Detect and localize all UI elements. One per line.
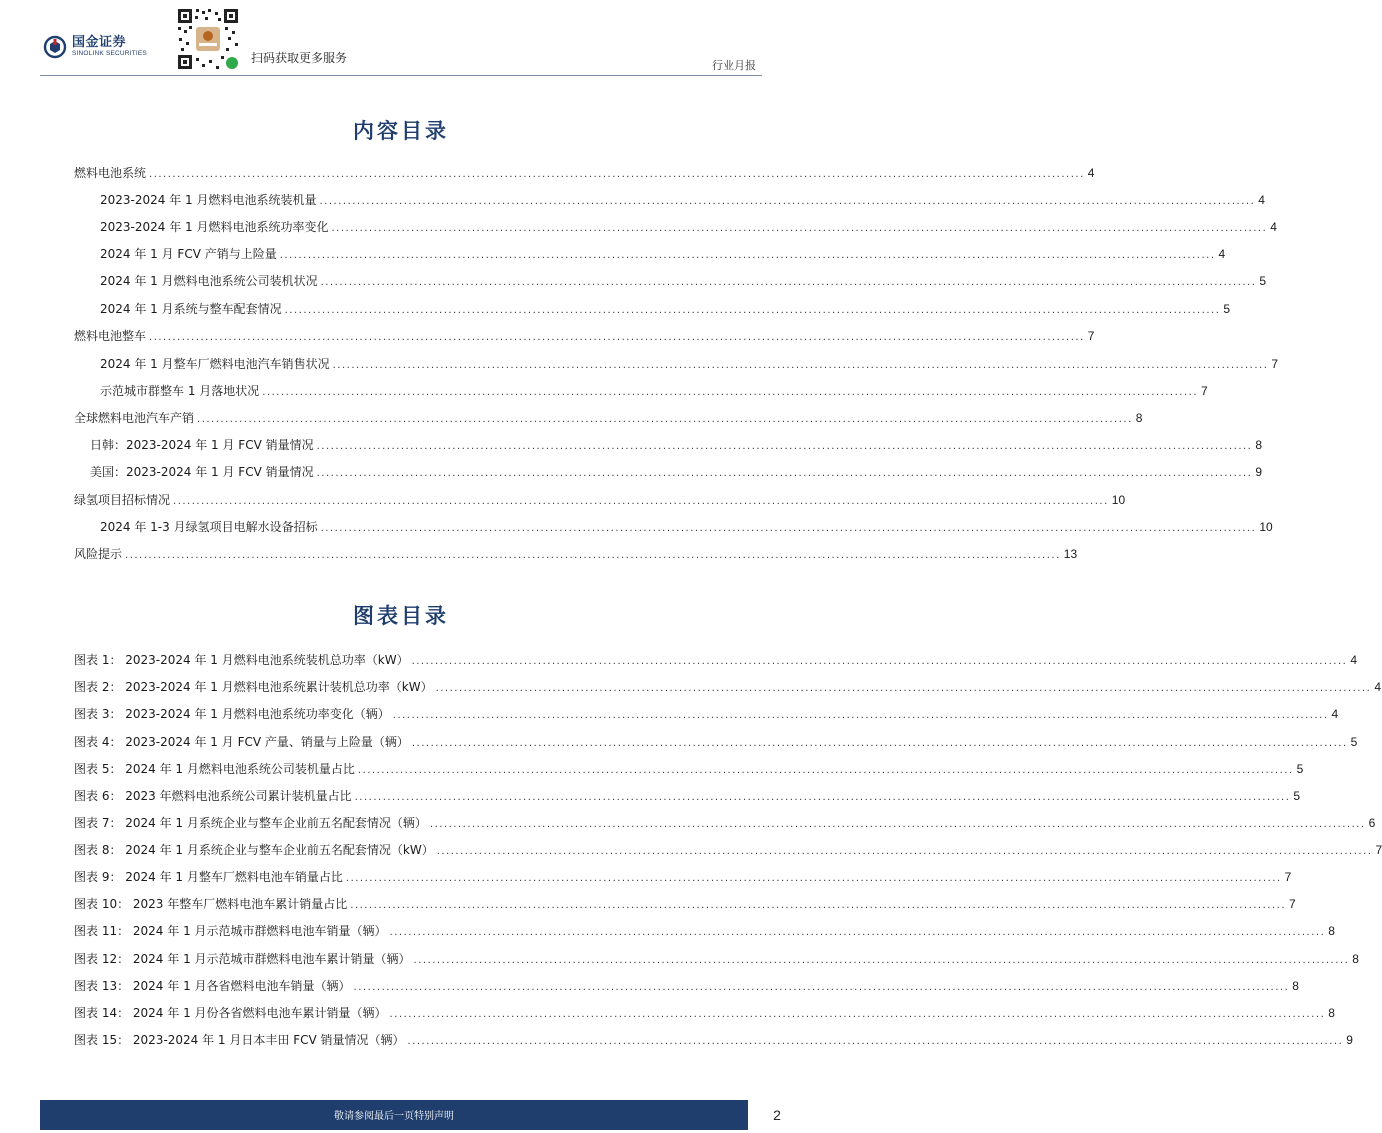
figure-entry-text: 图表 2： 2023-2024 年 1 月燃料电池系统累计装机总功率（kW）	[74, 680, 433, 694]
leader-dots: ........................................................................................................................................................................................................	[316, 468, 1253, 479]
toc-entry-text: 2023-2024 年 1 月燃料电池系统装机量	[100, 193, 317, 207]
qr-caption: 扫码获取更多服务	[251, 51, 348, 65]
figure-entry-text: 图表 9： 2024 年 1 月整车厂燃料电池车销量占比	[74, 870, 343, 884]
figure-entry-text: 图表 14： 2024 年 1 月份各省燃料电池车累计销量（辆）	[74, 1006, 387, 1020]
toc-page-number: 4	[1087, 166, 1095, 180]
toc-page-number: 7	[1087, 329, 1095, 343]
figure-entry[interactable]	[74, 1031, 1353, 1049]
figure-page-number: 8	[1328, 1006, 1335, 1020]
toc-entry[interactable]	[100, 245, 1226, 263]
leader-dots: ........................................................................................................................................................................................................	[284, 305, 1221, 316]
figure-entry[interactable]	[74, 760, 1304, 778]
leader-dots: ........................................................................................................................................................................................................	[262, 387, 1199, 398]
leader-dots: ........................................................................................................................................................................................................	[197, 414, 1133, 425]
toc-entry[interactable]	[100, 355, 1279, 373]
leader-dots: ........................................................................................................................................................................................................	[173, 496, 1109, 507]
toc-entry-text: 日韩：2023-2024 年 1 月 FCV 销量情况	[90, 438, 314, 452]
toc-page-number: 8	[1135, 411, 1143, 425]
page-number: 2	[773, 1107, 781, 1123]
figure-entry[interactable]	[74, 733, 1358, 751]
leader-dots: ........................................................................................................................................................................................................	[436, 846, 1373, 857]
leader-dots: ........................................................................................................................................................................................................	[411, 656, 1348, 667]
toc-entry[interactable]	[100, 382, 1208, 400]
leader-dots: ........................................................................................................................................................................................................	[350, 900, 1287, 911]
toc-page-number: 5	[1259, 274, 1267, 288]
toc-page-number: 10	[1259, 520, 1273, 534]
figure-page-number: 7	[1289, 897, 1296, 911]
figure-entry[interactable]	[74, 841, 1382, 859]
figure-entry-text: 图表 10： 2023 年整车厂燃料电池车累计销量占比	[74, 897, 348, 911]
figure-entry[interactable]	[74, 977, 1299, 995]
toc-entry[interactable]	[74, 545, 1078, 563]
figure-page-number: 4	[1331, 707, 1339, 721]
figure-entry-text: 图表 6： 2023 年燃料电池系统公司累计装机量占比	[74, 789, 352, 803]
figure-page-number: 8	[1292, 979, 1299, 993]
header-divider	[40, 75, 762, 76]
figure-page-number: 5	[1296, 762, 1304, 776]
toc-page-number: 13	[1063, 547, 1078, 561]
leader-dots: ........................................................................................................................................................................................................	[357, 765, 1294, 776]
footer-disclaimer: 敬请参阅最后一页特别声明	[334, 1111, 454, 1122]
figure-entry-text: 图表 11： 2024 年 1 月示范城市群燃料电池车销量（辆）	[74, 924, 387, 938]
leader-dots: ........................................................................................................................................................................................................	[316, 441, 1253, 452]
toc-entry[interactable]	[90, 463, 1263, 481]
figure-page-number: 8	[1328, 924, 1335, 938]
figure-page-number: 7	[1284, 870, 1292, 884]
contents-title: 内容目录	[353, 118, 449, 143]
leader-dots: ........................................................................................................................................................................................................	[149, 332, 1085, 343]
figure-page-number: 7	[1375, 843, 1382, 857]
leader-dots: ........................................................................................................................................................................................................	[345, 873, 1282, 884]
leader-dots: ........................................................................................................................................................................................................	[407, 1036, 1344, 1047]
figure-page-number: 5	[1350, 735, 1358, 749]
toc-entry[interactable]	[90, 436, 1263, 454]
toc-entry-text: 2024 年 1-3 月绿氢项目电解水设备招标	[100, 520, 318, 534]
toc-entry-text: 燃料电池整车	[74, 329, 147, 343]
sinolink-logo-icon	[44, 36, 66, 58]
page-header	[0, 0, 802, 76]
toc-entry-text: 全球燃料电池汽车产销	[74, 411, 195, 425]
logo-chinese-name: 国金证券	[72, 35, 127, 50]
figures-title: 图表目录	[353, 603, 449, 628]
toc-entry-text: 2024 年 1 月系统与整车配套情况	[100, 302, 282, 316]
toc-entry-text: 燃料电池系统	[74, 166, 147, 180]
toc-entry-text: 美国：2023-2024 年 1 月 FCV 销量情况	[90, 465, 314, 479]
leader-dots: ........................................................................................................................................................................................................	[331, 223, 1268, 234]
leader-dots: ........................................................................................................................................................................................................	[389, 927, 1326, 938]
figure-entry-text: 图表 7： 2024 年 1 月系统企业与整车企业前五名配套情况（辆）	[74, 816, 427, 830]
figure-entry[interactable]	[74, 678, 1382, 696]
leader-dots: ........................................................................................................................................................................................................	[319, 196, 1256, 207]
figure-page-number: 4	[1350, 653, 1358, 667]
toc-page-number: 10	[1111, 493, 1126, 507]
figure-entry[interactable]	[74, 814, 1376, 832]
toc-entry[interactable]	[74, 164, 1095, 182]
toc-entry[interactable]	[100, 218, 1277, 236]
leader-dots: ........................................................................................................................................................................................................	[320, 277, 1257, 288]
figure-entry[interactable]	[74, 651, 1358, 669]
toc-entry-text: 2024 年 1 月 FCV 产销与上险量	[100, 247, 277, 261]
figure-entry-text: 图表 4： 2023-2024 年 1 月 FCV 产量、销量与上险量（辆）	[74, 735, 409, 749]
figure-entry[interactable]	[74, 1004, 1335, 1022]
leader-dots: ........................................................................................................................................................................................................	[429, 819, 1366, 830]
figure-page-number: 9	[1346, 1033, 1353, 1047]
report-type-label: 行业月报	[712, 59, 756, 72]
toc-entry-text: 风险提示	[74, 547, 123, 561]
toc-page-number: 4	[1218, 247, 1226, 261]
toc-entry[interactable]	[100, 272, 1267, 290]
figure-entry-text: 图表 13： 2024 年 1 月各省燃料电池车销量（辆）	[74, 979, 351, 993]
qr-code-icon[interactable]	[175, 6, 241, 72]
toc-entry[interactable]	[100, 191, 1265, 209]
figure-entry[interactable]	[74, 705, 1339, 723]
toc-page-number: 9	[1255, 465, 1263, 479]
toc-page-number: 4	[1258, 193, 1265, 207]
figure-page-number: 4	[1374, 680, 1382, 694]
leader-dots: ........................................................................................................................................................................................................	[413, 955, 1350, 966]
figure-entry[interactable]	[74, 787, 1301, 805]
toc-page-number: 8	[1255, 438, 1263, 452]
figure-entry[interactable]	[74, 922, 1335, 940]
toc-entry-text: 2024 年 1 月整车厂燃料电池汽车销售状况	[100, 357, 330, 371]
figure-entry-text: 图表 12： 2024 年 1 月示范城市群燃料电池车累计销量（辆）	[74, 952, 411, 966]
toc-entry[interactable]	[100, 518, 1273, 536]
leader-dots: ........................................................................................................................................................................................................	[320, 523, 1257, 534]
leader-dots: ........................................................................................................................................................................................................	[332, 360, 1269, 371]
figure-entry-text: 图表 3： 2023-2024 年 1 月燃料电池系统功率变化（辆）	[74, 707, 390, 721]
leader-dots: ........................................................................................................................................................................................................	[389, 1009, 1326, 1020]
logo-english-name: SINOLINK SECURITIES	[72, 50, 147, 57]
figure-entry-text: 图表 8： 2024 年 1 月系统企业与整车企业前五名配套情况（kW）	[74, 843, 434, 857]
figure-page-number: 5	[1293, 789, 1301, 803]
leader-dots: ........................................................................................................................................................................................................	[279, 250, 1216, 261]
figure-entry-text: 图表 1： 2023-2024 年 1 月燃料电池系统装机总功率（kW）	[74, 653, 409, 667]
leader-dots: ........................................................................................................................................................................................................	[149, 169, 1085, 180]
toc-entry-text: 绿氢项目招标情况	[74, 493, 171, 507]
leader-dots: ........................................................................................................................................................................................................	[392, 710, 1329, 721]
leader-dots: ........................................................................................................................................................................................................	[411, 738, 1348, 749]
toc-entry-text: 2024 年 1 月燃料电池系统公司装机状况	[100, 274, 318, 288]
figure-entry-text: 图表 5： 2024 年 1 月燃料电池系统公司装机量占比	[74, 762, 355, 776]
toc-entry-text: 示范城市群整车 1 月落地状况	[100, 384, 260, 398]
company-logo	[44, 35, 147, 59]
figure-entry[interactable]	[74, 950, 1359, 968]
leader-dots: ........................................................................................................................................................................................................	[353, 982, 1290, 993]
leader-dots: ........................................................................................................................................................................................................	[354, 792, 1291, 803]
figure-entry[interactable]	[74, 895, 1296, 913]
toc-page-number: 5	[1223, 302, 1231, 316]
figure-page-number: 8	[1352, 952, 1359, 966]
toc-page-number: 7	[1201, 384, 1208, 398]
figure-page-number: 6	[1368, 816, 1376, 830]
toc-entry[interactable]	[100, 300, 1231, 318]
leader-dots: ........................................................................................................................................................................................................	[125, 550, 1061, 561]
figure-entry-text: 图表 15： 2023-2024 年 1 月日本丰田 FCV 销量情况（辆）	[74, 1033, 405, 1047]
figure-entry[interactable]	[74, 868, 1292, 886]
toc-entry[interactable]	[74, 327, 1095, 345]
toc-entry[interactable]	[74, 409, 1143, 427]
toc-page-number: 4	[1270, 220, 1277, 234]
toc-page-number: 7	[1271, 357, 1279, 371]
leader-dots: ........................................................................................................................................................................................................	[435, 683, 1372, 694]
toc-entry[interactable]	[74, 491, 1126, 509]
toc-entry-text: 2023-2024 年 1 月燃料电池系统功率变化	[100, 220, 329, 234]
